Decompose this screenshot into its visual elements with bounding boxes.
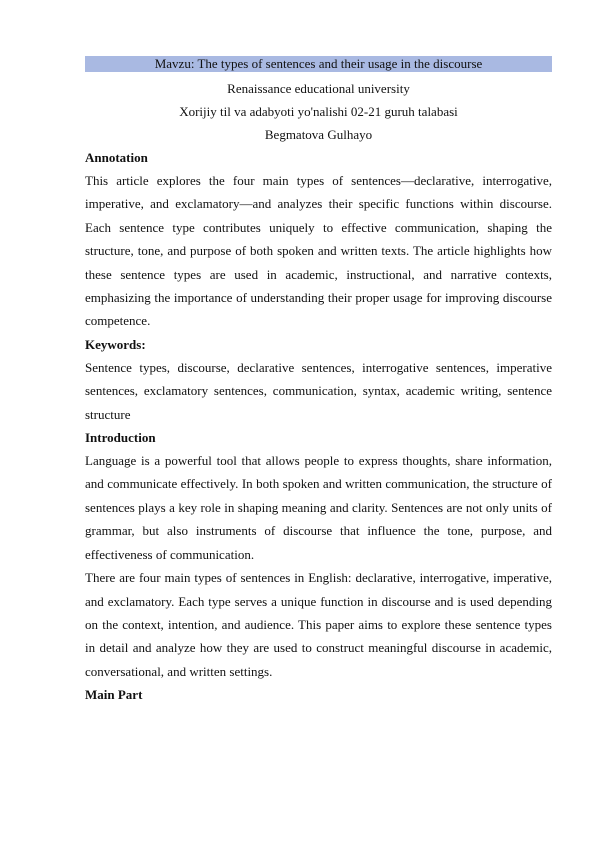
introduction-paragraph-1: Language is a powerful tool that allows people to express thoughts, share information, and communicate effectively. In both spoken and written communication, the structure of sentences plays a key role in shaping meaning and clarity. Sentences are not only units of grammar, but also instruments of discourse that influence the tone, purpose, and effectiveness of communication.: [85, 453, 552, 562]
introduction-paragraph-2: There are four main types of sentences in English: declarative, interrogative, imperative, and exclamatory. Each type serves a unique function in discourse and is used depending on the context, intention, and audience. This paper aims to explore these sentence types in detail and analyze how they are used to construct meaningful discourse in academic, conversational, and written settings.: [85, 570, 552, 679]
document-page: [85, 56, 552, 706]
annotation-heading: Annotation: [85, 150, 148, 165]
introduction-heading: Introduction: [85, 430, 156, 446]
keywords-text: Sentence types, discourse, declarative sentences, interrogative sentences, imperative sentences, exclamatory sentences, communication, syntax, academic writing, sentence structure: [85, 359, 552, 422]
student-group: Xorijiy til va adabyoti yo'nalishi 02-21 guruh talabasi: [179, 104, 458, 119]
author-name: Begmatova Gulhayo: [264, 127, 373, 142]
annotation-text: This article explores the four main types of sentences—declarative, interrogative, imperative, and exclamatory—and analyzes their specific functions within discourse. Each sentence type contributes uniquely to effective communication, shaping the structure, tone, and purpose of both spoken and written texts. The article highlights how these sentence types are used in academic, instructional, and narrative contexts, emphasizing the importance of understanding their proper usage for improving discourse competence.: [85, 173, 552, 329]
university-name: Renaissance educational university: [227, 81, 410, 96]
document-title: Mavzu: The types of sentences and their usage in the discourse: [85, 56, 552, 72]
main-part-heading: Main Part: [85, 687, 143, 703]
keywords-heading: Keywords:: [85, 336, 146, 352]
